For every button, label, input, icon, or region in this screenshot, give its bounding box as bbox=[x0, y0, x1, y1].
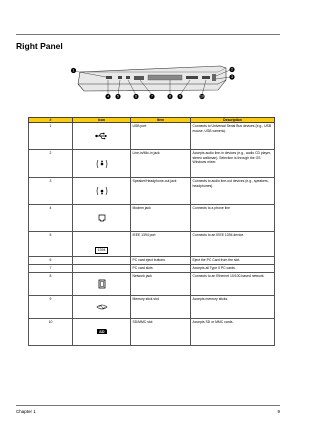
row-description: Accepts memory sticks. bbox=[191, 295, 275, 318]
svg-text:SD: SD bbox=[98, 329, 105, 334]
ieee1394-icon: 1394 bbox=[95, 247, 107, 254]
modem-icon bbox=[98, 214, 106, 222]
row-item: USB port bbox=[131, 123, 191, 150]
row-item: Memory stick slot bbox=[131, 295, 191, 318]
row-num: 10 bbox=[29, 318, 73, 345]
callout-10: 10 bbox=[200, 94, 204, 99]
right-panel-illustration bbox=[70, 58, 240, 100]
row-item: Modem jack bbox=[131, 205, 191, 232]
row-item: PC card slots bbox=[131, 264, 191, 272]
network-icon bbox=[98, 279, 106, 289]
table-row bbox=[29, 257, 275, 265]
row-description: Connects to an Ethernet 10/100-based network. bbox=[191, 272, 275, 295]
callout-7: 7 bbox=[151, 94, 153, 99]
row-description: Connects to a phone line bbox=[191, 205, 275, 232]
table-row bbox=[29, 123, 275, 150]
row-item: PC card eject buttons bbox=[131, 257, 191, 265]
row-description: Connects to Universal Serial Bus devices (e.g., USB mouse, USB camera). bbox=[191, 123, 275, 150]
header-description: Description bbox=[191, 118, 275, 123]
row-num: 3 bbox=[29, 178, 73, 205]
table-row bbox=[29, 205, 275, 232]
header-rule bbox=[16, 34, 280, 35]
table-row bbox=[29, 272, 275, 295]
row-description: Connects to audio line-out devices (e.g., speakers, headphones). bbox=[191, 178, 275, 205]
row-description: Eject the PC Card from the slot. bbox=[191, 257, 275, 265]
line-in-icon bbox=[96, 159, 108, 169]
sd-card-icon bbox=[96, 328, 108, 335]
callout-4: 4 bbox=[107, 94, 109, 99]
row-num: 6 bbox=[29, 257, 73, 265]
row-num: 9 bbox=[29, 295, 73, 318]
callout-8: 8 bbox=[169, 94, 171, 99]
table-row bbox=[29, 150, 275, 178]
callout-9: 9 bbox=[179, 94, 181, 99]
callout-1: 1 bbox=[72, 68, 75, 73]
header-item: Item bbox=[131, 118, 191, 123]
section-title: Right Panel bbox=[16, 41, 63, 51]
row-item: IEEE 1394 port bbox=[131, 232, 191, 257]
row-num: 4 bbox=[29, 205, 73, 232]
row-description: Accepts all Type II PC cards. bbox=[191, 264, 275, 272]
footer-chapter: Chapter 1 bbox=[16, 409, 36, 414]
callout-2: 2 bbox=[231, 67, 233, 72]
row-num: 8 bbox=[29, 272, 73, 295]
row-num: 7 bbox=[29, 264, 73, 272]
table-row bbox=[29, 318, 275, 345]
headphone-icon bbox=[96, 186, 108, 196]
row-num: 1 bbox=[29, 123, 73, 150]
table-row bbox=[29, 264, 275, 272]
callout-3: 3 bbox=[231, 75, 233, 80]
row-item: Speaker/Headphone-out jack bbox=[131, 178, 191, 205]
row-description: Connects to an IEEE 1394 device. bbox=[191, 232, 275, 257]
row-num: 2 bbox=[29, 150, 73, 178]
usb-icon bbox=[95, 132, 109, 140]
row-item: Network jack bbox=[131, 272, 191, 295]
callout-6: 6 bbox=[135, 94, 137, 99]
table-row bbox=[29, 295, 275, 318]
header-num: # bbox=[29, 118, 73, 123]
callout-5: 5 bbox=[117, 94, 119, 99]
header-icon: Icon bbox=[73, 118, 131, 123]
footer-rule bbox=[16, 405, 280, 406]
row-description: Accepts SD or MMC cards. bbox=[191, 318, 275, 345]
row-item: SD/MMC slot bbox=[131, 318, 191, 345]
footer-page-number: 9 bbox=[277, 409, 280, 414]
row-item: Line-in/Mic-in jack bbox=[131, 150, 191, 178]
table-row bbox=[29, 178, 275, 205]
row-num: 5 bbox=[29, 232, 73, 257]
row-description: Accepts audio line-in devices (e.g., audio CD player, stereo walkman). Selection is through the OS Windows mixer. bbox=[191, 150, 275, 178]
memory-stick-icon bbox=[96, 304, 108, 310]
ports-table bbox=[28, 117, 275, 346]
table-row bbox=[29, 232, 275, 257]
